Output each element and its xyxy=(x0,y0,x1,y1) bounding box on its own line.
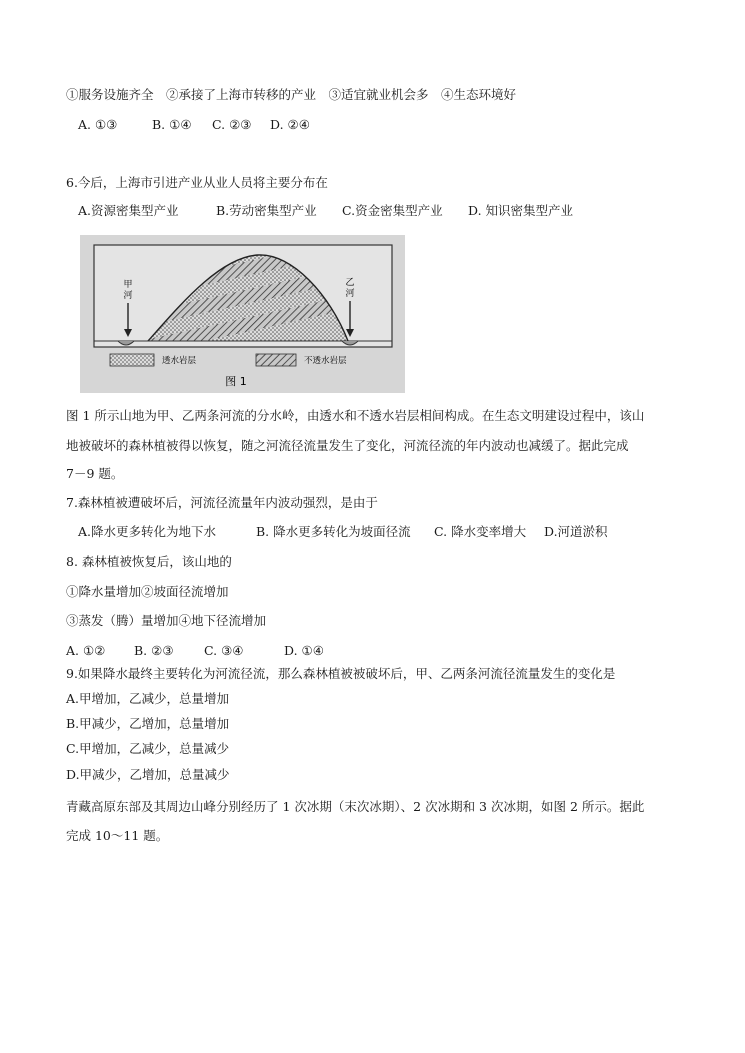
q5-option-c: C. ②③ xyxy=(212,117,252,132)
passage-7-9-line-3: 7－9 题。 xyxy=(66,466,124,481)
q6-option-b: B.劳动密集型产业 xyxy=(216,203,317,218)
legend-permeable-swatch xyxy=(110,354,154,366)
passage-10-11-line-1: 青藏高原东部及其周边山峰分别经历了 1 次冰期（末次冰期）、2 次冰期和 3 次冰期，如图 2 所示。据此 xyxy=(66,799,645,814)
river-yi-label-1: 乙 xyxy=(345,278,355,288)
q6-option-a: A.资源密集型产业 xyxy=(78,203,179,218)
river-yi-label-2: 河 xyxy=(345,289,355,299)
q5-statements: ①服务设施齐全 ②承接了上海市转移的产业 ③适宜就业机会多 ④生态环境好 xyxy=(66,87,517,102)
q8-statement-2: ③蒸发（腾）量增加④地下径流增加 xyxy=(66,613,267,628)
q6-option-c: C.资金密集型产业 xyxy=(342,203,443,218)
q9-option-d: D.甲减少，乙增加，总量减少 xyxy=(66,767,230,782)
q8-option-d: D. ①④ xyxy=(284,643,324,658)
q7-option-d: D.河道淤积 xyxy=(544,524,608,539)
legend-impermeable-swatch xyxy=(256,354,296,366)
q9-option-c: C.甲增加，乙减少，总量减少 xyxy=(66,741,230,756)
q9-stem: 9.如果降水最终主要转化为河流径流，那么森林植被被破坏后，甲、乙两条河流径流量发生的变化是 xyxy=(66,666,616,681)
q6-options xyxy=(78,202,573,220)
figure-1-caption: 图 1 xyxy=(225,375,247,388)
q5-option-d: D. ②④ xyxy=(270,117,310,132)
q5-options xyxy=(78,116,310,134)
q7-stem: 7.森林植被遭破坏后，河流径流量年内波动强烈，是由于 xyxy=(66,495,378,510)
q7-option-c: C. 降水变率增大 xyxy=(434,524,527,539)
legend-impermeable-label: 不透水岩层 xyxy=(304,356,347,366)
q8-option-c: C. ③④ xyxy=(204,643,244,658)
q8-stem: 8. 森林植被恢复后，该山地的 xyxy=(66,554,232,569)
q8-options xyxy=(66,642,324,660)
river-jia-label-2: 河 xyxy=(123,291,133,301)
figure-1-watershed-diagram xyxy=(80,235,405,393)
q6-option-d: D. 知识密集型产业 xyxy=(468,203,574,218)
q8-option-b: B. ②③ xyxy=(134,643,174,658)
passage-10-11-line-2: 完成 10～11 题。 xyxy=(66,828,169,843)
q8-statement-1: ①降水量增加②坡面径流增加 xyxy=(66,584,229,599)
q7-options xyxy=(78,523,608,541)
river-jia-label-1: 甲 xyxy=(123,280,133,290)
q9-option-a: A.甲增加，乙减少，总量增加 xyxy=(66,691,230,706)
q6-stem: 6.今后，上海市引进产业从业人员将主要分布在 xyxy=(66,175,328,190)
passage-7-9-line-2: 地被破坏的森林植被得以恢复，随之河流径流量发生了变化，河流径流的年内波动也减缓了。据此完成 xyxy=(66,438,629,453)
q7-option-a: A.降水更多转化为地下水 xyxy=(78,524,217,539)
q5-option-b: B. ①④ xyxy=(152,117,192,132)
passage-7-9-line-1: 图 1 所示山地为甲、乙两条河流的分水岭，由透水和不透水岩层相间构成。在生态文明建设过程中，该山 xyxy=(66,408,645,423)
q5-option-a: A. ①③ xyxy=(78,117,118,132)
legend-permeable-label: 透水岩层 xyxy=(162,356,197,366)
q8-option-a: A. ①② xyxy=(66,643,106,658)
q7-option-b: B. 降水更多转化为坡面径流 xyxy=(256,524,411,539)
q9-option-b: B.甲减少，乙增加，总量增加 xyxy=(66,716,230,731)
